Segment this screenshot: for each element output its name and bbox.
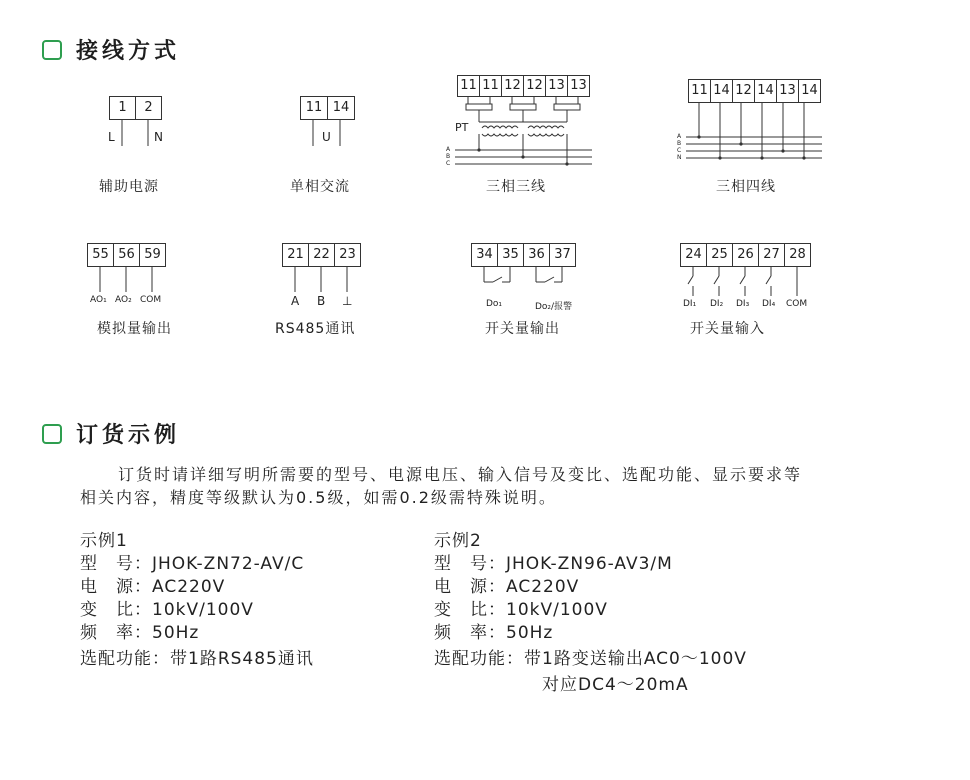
example-line: 型 号：JHOK-ZN72-AV/C	[80, 554, 305, 574]
terminal: 59	[144, 247, 161, 262]
phase-label: N	[677, 154, 682, 161]
example-line: 型 号：JHOK-ZN96-AV3/M	[434, 554, 673, 574]
terminal-label: L	[108, 130, 115, 144]
example-line: 对应DC4～20mA	[542, 675, 689, 695]
example-line: 选配功能：带1路变送输出AC0～100V	[434, 649, 747, 669]
terminal: 13	[570, 78, 587, 93]
section-title: 订货示例	[76, 423, 181, 448]
terminal: 1	[110, 97, 136, 119]
terminal-label: AO₂	[115, 295, 132, 305]
terminal: 22	[309, 244, 335, 266]
terminal: 12	[502, 76, 524, 96]
example-line: 频 率：50Hz	[434, 623, 554, 643]
terminal: 14	[711, 80, 733, 102]
example-line: 变 比：10kV/100V	[80, 600, 254, 620]
terminal-label: B	[317, 294, 326, 308]
terminal: 37	[554, 247, 571, 262]
phase-label: C	[677, 147, 682, 154]
terminal: 28	[789, 247, 806, 262]
terminal: 13	[777, 80, 799, 102]
terminal: 2	[144, 100, 153, 115]
terminal: 55	[88, 244, 114, 266]
diagram-caption: RS485通讯	[275, 321, 356, 337]
terminal: 56	[114, 244, 140, 266]
example-line: 频 率：50Hz	[80, 623, 200, 643]
order-example-2	[434, 530, 747, 697]
terminal: 14	[755, 80, 777, 102]
ground-symbol: ⊥	[342, 294, 353, 308]
terminal-label: Do₁	[486, 299, 503, 309]
terminal: 21	[283, 244, 309, 266]
example-line: 电 源：AC220V	[434, 577, 580, 597]
order-instructions-text: 订货时请详细写明所需要的型号、电源电压、输入信号及变比、选配功能、显示要求等相关内容，精度等级默认为0.5级，如需0.2级需特殊说明。	[80, 465, 803, 507]
terminal: 11	[480, 76, 502, 96]
phase-label: B	[677, 140, 682, 147]
square-bullet-icon	[42, 424, 62, 444]
terminal: 24	[681, 244, 707, 266]
diagram-caption: 开关量输入	[690, 321, 765, 337]
phase-label: A	[446, 146, 451, 153]
terminal: 12	[524, 76, 546, 96]
terminal: 23	[339, 247, 356, 262]
phase-label: B	[446, 153, 451, 160]
terminal-label: A	[291, 294, 300, 308]
pt-label: PT	[455, 121, 469, 134]
terminal-label: DI₂	[710, 299, 724, 309]
terminal: 14	[332, 100, 350, 115]
terminal: 14	[801, 83, 818, 98]
example-heading: 示例2	[434, 531, 482, 551]
example-line: 选配功能：带1路RS485通讯	[80, 649, 314, 669]
switch-contacts	[0, 0, 840, 320]
terminal-label: COM	[786, 299, 808, 309]
diagram-caption: 开关量输出	[485, 321, 560, 337]
terminal: 26	[733, 244, 759, 266]
terminal: 11	[301, 97, 328, 119]
terminal-label: DI₃	[736, 299, 750, 309]
phase-label: C	[446, 160, 451, 167]
diagram-caption: 三相四线	[716, 179, 776, 195]
section-title: 接线方式	[76, 39, 181, 64]
phase-label: A	[677, 133, 682, 140]
terminal-label: DI₁	[683, 299, 697, 309]
terminal-label: U	[322, 130, 331, 144]
terminal-label: N	[154, 130, 163, 144]
diagram-caption: 辅助电源	[99, 179, 159, 195]
terminal: 11	[689, 80, 711, 102]
terminal: 13	[546, 76, 568, 96]
terminal: 25	[707, 244, 733, 266]
terminal: 12	[733, 80, 755, 102]
terminal-label: Do₂/报警	[535, 302, 573, 312]
terminal-label: AO₁	[90, 295, 107, 305]
terminal: 11	[458, 76, 480, 96]
order-instructions	[80, 463, 815, 509]
terminal: 27	[759, 244, 785, 266]
diagram-caption: 单相交流	[290, 179, 350, 195]
terminal: 35	[498, 244, 524, 266]
terminal: 34	[472, 244, 498, 266]
terminal-label: COM	[140, 295, 162, 305]
diagram-caption: 三相三线	[486, 179, 546, 195]
terminal-label: DI₄	[762, 299, 776, 309]
example-line: 电 源：AC220V	[80, 577, 226, 597]
diagram-caption: 模拟量输出	[97, 321, 172, 337]
order-example-1	[80, 530, 314, 671]
example-heading: 示例1	[80, 531, 128, 551]
terminal: 36	[524, 244, 550, 266]
section-header-order	[42, 418, 180, 449]
example-line: 变 比：10kV/100V	[434, 600, 608, 620]
